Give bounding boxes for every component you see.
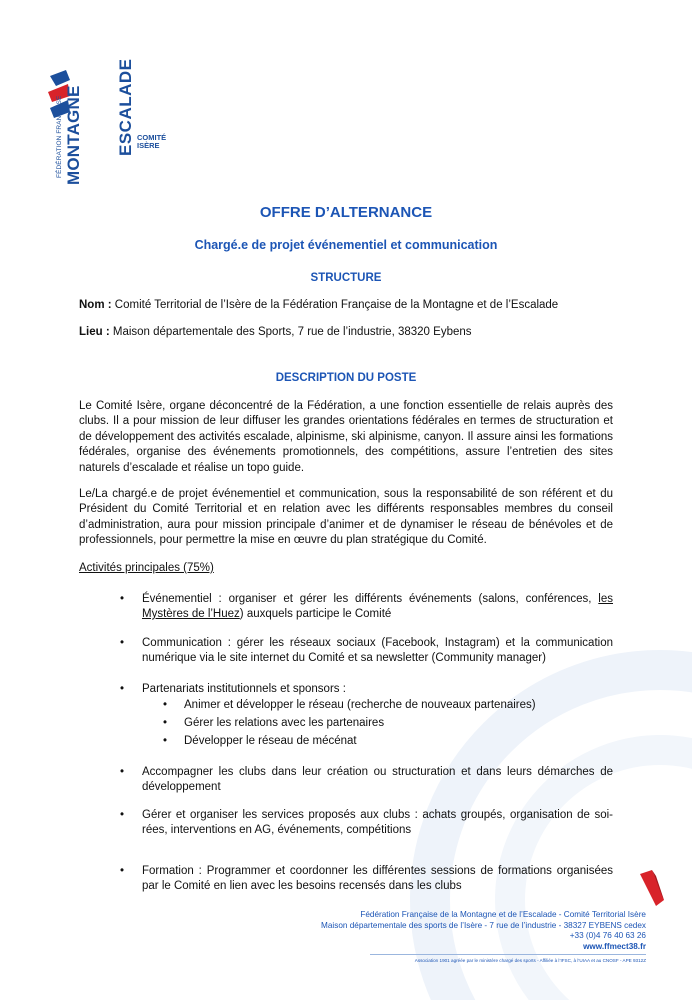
footer-phone: +33 (0)4 76 40 63 26 [569, 931, 646, 941]
footer-website-link[interactable]: www.ffmect38.fr [583, 941, 646, 951]
list-item: • Gérer et organiser les services proposés aux clubs : achats groupés, organisation de soi-rées, interventions en AG, événements, compétitions [142, 808, 613, 838]
logo-isere-text: ISÈRE [137, 141, 160, 150]
page-title: OFFRE D’ALTERNANCE [259, 204, 433, 221]
footer-fine-print: Association 1901 agréée par le ministère chargé des sports - Affiliée à l’IFSC, à l’UIAA et au CNOSF - APE 9312Z [414, 958, 646, 963]
list-item: • Animer et développer le réseau (recherche de nouveaux partenaires) [184, 698, 536, 713]
lieu-line [79, 326, 472, 338]
nom-line [79, 299, 558, 311]
list-item: • Communication : gérer les réseaux sociaux (Facebook, Instagram) et la communication numérique via le site internet du Comité et sa newsletter (Community manager) [142, 636, 613, 666]
footer-divider [370, 954, 646, 955]
ffme-comite-isere-logo [44, 30, 167, 190]
logo-comite-text: COMITÉ [137, 133, 167, 142]
footer-line-2: Maison départementale des sports de l’Isère - 7 rue de l’industrie - 38327 EYBENS cedex [321, 920, 646, 930]
evenementiel-text: Événementiel : organiser et gérer les différents événements (salons, conférences, [142, 593, 599, 605]
mysteres-huez-link[interactable]: les Mystères de l’Huez [142, 593, 613, 620]
lieu-label: Lieu : [79, 326, 110, 338]
logo-montagne-text: MONTAGNE [64, 85, 83, 185]
list-item [142, 592, 613, 622]
footer-address [321, 910, 646, 952]
description-paragraph-1: Le Comité Isère, organe déconcentré de la Fédération, a une fonction essentielle de relais auprès des clubs. Il a pour mission de leur diffuser les grandes orientations fédérales en termes de structuration et de développement des activités escalade, alpinisme, ski alpinisme, canyon. Il assure ainsi les formations fédérales, organise des événements promotionnels, des compétitions, assure l’entretien des sites naturels d’escalade et réalise un topo guide. [79, 400, 613, 474]
structure-heading: STRUCTURE [310, 272, 382, 284]
list-item: • Développer le réseau de mécénat [184, 734, 357, 749]
list-item: • Gérer les relations avec les partenaires [184, 716, 384, 731]
description-heading: DESCRIPTION DU POSTE [275, 372, 417, 384]
red-corner-mark-icon [636, 870, 664, 910]
footer-line-1: Fédération Française de la Montagne et de l’Escalade - Comité Territorial Isère [360, 910, 646, 919]
nom-label: Nom : [79, 299, 112, 311]
logo-escalade-text: ESCALADE [116, 58, 135, 156]
logo-federation-text: FÉDÉRATION FRANÇAISE [56, 95, 63, 178]
list-item: • Formation : Programmer et coordonner les différentes sessions de formations organisées par le Comité en lien avec les besoins recensés dans les clubs [142, 864, 613, 894]
page-subtitle: Chargé.e de projet événementiel et communication [194, 238, 498, 252]
list-item: • Partenariats institutionnels et sponsors : [142, 682, 613, 697]
evenementiel-end-text: ) auxquels participe le Comité [239, 608, 392, 620]
list-item: • Accompagner les clubs dans leur création ou structuration et dans leurs démarches de développement [142, 765, 613, 795]
logo-comite-isere [137, 134, 166, 150]
nom-value: Comité Territorial de l’Isère de la Fédération Française de la Montagne et de l’Escalade [111, 299, 559, 311]
description-paragraph-2: Le/La chargé.e de projet événementiel et communication, sous la responsabilité de son référent et du Président du Comité Territorial et en relation avec les différents responsables membres du conseil d’administration, aura pour mission principale d’animer et de dynamiser le réseau de bénévoles et de professionnels, pour permettre la mise en œuvre du plan stratégique du Comité. [79, 488, 613, 547]
activities-heading: Activités principales (75%) [79, 562, 214, 574]
lieu-value: Maison départementale des Sports, 7 rue de l’industrie, 38320 Eybens [109, 326, 472, 338]
